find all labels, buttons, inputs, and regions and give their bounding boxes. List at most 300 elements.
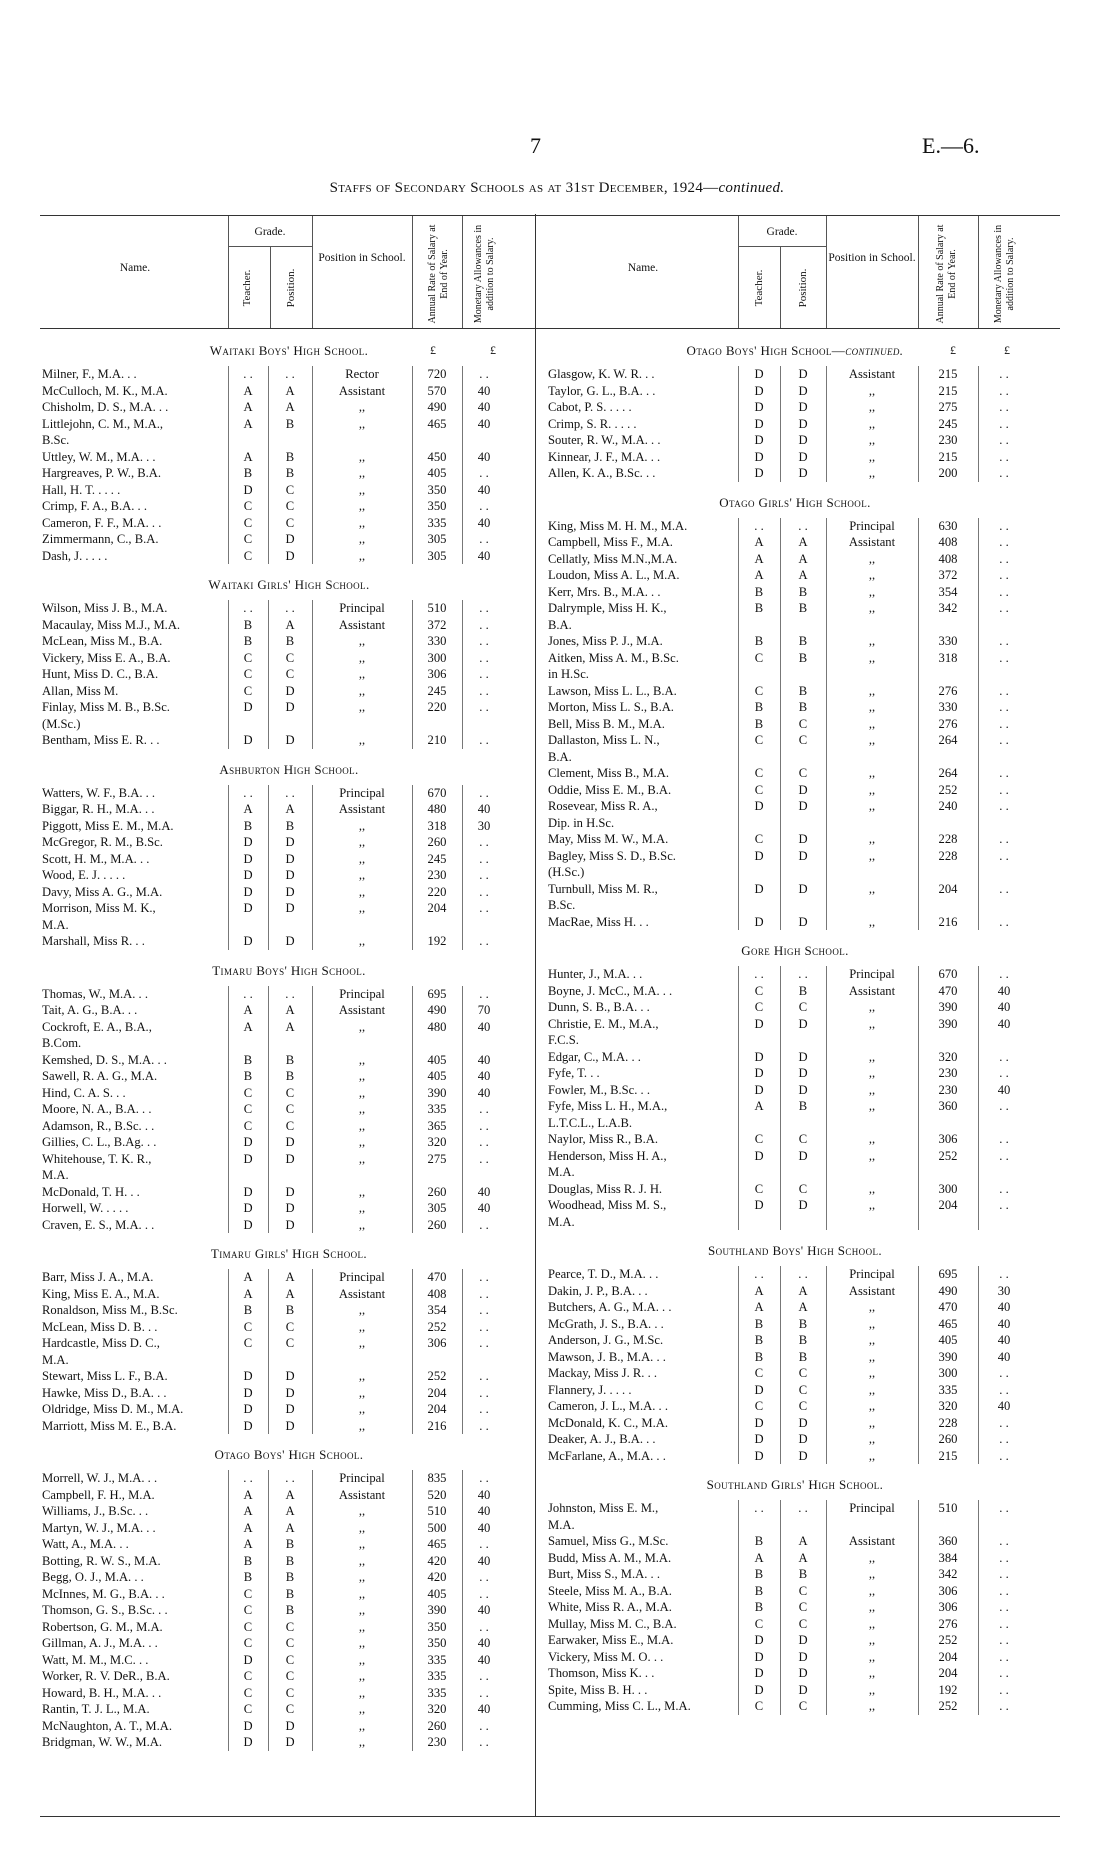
position-in-school: Principal [339,785,385,800]
allowance: . . [479,1270,489,1284]
annual-salary: 240 [938,799,958,813]
position-in-school: ,, [358,1385,366,1400]
teacher-grade: C [243,1586,253,1601]
position-in-school: ,, [358,650,366,665]
section-title [42,963,536,979]
annual-salary: 320 [938,1049,958,1064]
staff-name: Thomas, W., M.A. . . [42,986,149,1001]
staff-name: Earwaker, Miss E., M.A. [548,1633,674,1647]
annual-salary: 215 [938,367,958,381]
position-grade: A [285,400,295,414]
staff-name: Hawke, Miss D., B.A. . . [42,1385,167,1400]
column-rule [268,1269,269,1434]
table-row [548,416,1042,433]
allowance: 40 [477,1184,491,1199]
position-grade: A [285,1487,295,1502]
allowance: . . [999,1649,1009,1664]
column-rule [228,1470,229,1751]
table-row [548,1332,1042,1349]
teacher-grade: C [754,832,764,846]
position-grade: B [798,1567,808,1581]
teacher-grade: D [754,1448,764,1463]
table-row [548,1016,1042,1049]
allowance: . . [479,466,489,480]
teacher-grade: C [243,1085,253,1100]
left-column [42,330,536,1751]
allowance: . . [999,1181,1009,1196]
annual-salary: 330 [938,634,958,648]
staff-name: Davy, Miss A. G., M.A. [42,884,163,899]
annual-salary: 252 [938,1633,958,1647]
staff-name: Barr, Miss J. A., M.A. [42,1270,154,1284]
top-rule [40,215,1060,216]
allowance: . . [999,1501,1009,1515]
staff-name: Hunter, J., M.A. . . [548,967,643,981]
position-in-school: ,, [868,568,876,582]
position-grade: C [285,667,295,681]
column-rule [268,366,269,564]
position-in-school: ,, [358,1319,366,1334]
position-grade: C [285,1118,295,1133]
staff-name: Taylor, G. L., B.A. . . [548,383,656,398]
position-grade: D [798,1049,808,1064]
column-rule [268,1470,269,1751]
table-row [548,1082,1042,1099]
annual-salary: 342 [938,601,958,615]
annual-salary: 490 [427,1003,447,1017]
column-rule [918,966,919,1230]
position-grade: B [285,1603,295,1617]
staff-name: Anderson, J. G., M.Sc. [548,1333,664,1347]
allowance: . . [999,383,1009,398]
position-grade: D [285,1418,295,1433]
teacher-grade: D [243,851,253,866]
table-row [548,465,1042,482]
allowance: 70 [477,1003,491,1017]
column-rule [268,986,269,1234]
table-row [548,1197,1042,1230]
annual-salary: 300 [938,1181,958,1196]
position-grade: A [798,1283,808,1298]
annual-salary: 260 [427,1184,447,1199]
annual-salary: 320 [938,1399,958,1413]
staff-name: Allen, K. A., B.Sc. . . [548,466,656,480]
position-in-school: ,, [868,1181,876,1196]
annual-salary: 228 [938,1415,958,1430]
staff-name: Campbell, F. H., M.A. [42,1487,155,1502]
allowance: 40 [477,1504,491,1518]
position-grade: C [285,1669,295,1683]
allowance: . . [999,881,1009,896]
table-row [548,1533,1042,1550]
teacher-grade: B [754,601,764,615]
allowance: . . [999,518,1009,533]
position-in-school: Principal [849,967,895,981]
teacher-grade: D [754,1649,764,1664]
allowance: . . [479,1217,489,1232]
position-in-school: ,, [868,1649,876,1664]
annual-salary: 318 [427,818,447,833]
table-row [548,567,1042,584]
position-grade: D [285,934,295,948]
position-grade: D [798,1448,808,1463]
annual-salary: 405 [938,1333,958,1347]
position-in-school: Assistant [338,1286,386,1301]
annual-salary: 215 [938,383,958,398]
allowance: . . [479,986,489,1001]
table-row [548,1398,1042,1415]
teacher-header: Teacher. [241,269,253,307]
allowance: 30 [477,818,491,833]
position-grade: . . [798,967,808,981]
allowance: . . [999,1382,1009,1397]
staff-name: King, Miss E. A., M.A. [42,1286,160,1301]
annual-salary: 510 [938,1501,958,1515]
annual-salary: 264 [938,733,958,747]
annual-salary: 230 [938,1066,958,1080]
annual-salary: 480 [427,1019,447,1034]
staff-name: Hargreaves, P. W., B.A. [42,466,162,480]
position-in-school: ,, [358,818,366,833]
section-title-text: Timaru Girls' High School. [210,1246,368,1261]
position-grade: A [798,568,808,582]
staff-name: McNaughton, A. T., M.A. [42,1718,173,1733]
allowance: 40 [997,1016,1011,1031]
column-rule [268,785,269,950]
section-rows [42,600,536,749]
staff-name: McGregor, R. M., B.Sc. [42,835,163,849]
table-row [548,1065,1042,1082]
section-title-text: Waitaki Girls' High School. [208,577,370,592]
allowance: . . [999,650,1009,665]
table-row [548,798,1042,831]
section-rows [548,518,1042,931]
table-row [548,1448,1042,1465]
position-grade: D [798,1432,808,1446]
allowance: . . [479,617,489,632]
annual-salary: 470 [427,1270,447,1284]
column-rule [826,966,827,1230]
staff-name: Marshall, Miss R. . . [42,934,145,948]
position-grade: C [798,733,808,747]
allowance: . . [479,1619,489,1634]
allowance: . . [479,1369,489,1383]
allowance: 40 [997,1333,1011,1347]
annual-salary: 470 [938,983,958,998]
annual-salary: 372 [938,568,958,582]
position-in-school: ,, [358,1537,366,1551]
table-row [548,1316,1042,1333]
position-in-school: ,, [868,601,876,615]
allowance: . . [999,1267,1009,1281]
allowance: 40 [477,548,491,563]
position-in-school: ,, [358,1685,366,1700]
allowance: 40 [477,1201,491,1215]
annual-salary: 335 [427,1669,447,1683]
position-in-school: ,, [358,1402,366,1416]
position-grade: . . [285,986,295,1001]
allowance: . . [999,1567,1009,1581]
position-grade: D [285,683,295,698]
teacher-grade: D [243,1735,253,1749]
staff-name: Dunn, S. B., B.A. . . [548,1000,650,1014]
position-in-school: ,, [358,1636,366,1650]
annual-salary: 695 [938,1267,958,1281]
staff-name: Morton, Miss L. S., B.A. [548,700,674,714]
position-in-school: Principal [849,1501,895,1515]
allowance: 40 [477,1487,491,1502]
staff-name: Zimmermann, C., B.A. [42,532,159,546]
table-row [548,881,1042,914]
annual-salary: 360 [938,1534,958,1548]
teacher-grade: C [754,1399,764,1413]
annual-salary: 365 [427,1118,447,1133]
allowances-header: Monetary Allowances in addition to Salary. [993,224,1016,324]
staff-name: McDonald, K. C., M.A. [548,1415,668,1430]
annual-salary: 192 [427,934,447,948]
teacher-grade: B [243,1069,253,1083]
staff-name: May, Miss M. W., M.A. [548,832,669,846]
position-grade: B [285,449,295,464]
position-in-school: ,, [868,914,876,929]
staff-name: Jones, Miss P. J., M.A. [548,634,663,648]
position-in-school: ,, [868,1000,876,1014]
teacher-grade: D [754,1666,764,1680]
annual-salary: 490 [938,1283,958,1298]
position-grade: D [798,1666,808,1680]
teacher-grade: A [243,383,253,398]
column-rule [738,366,739,482]
position-grade: B [798,700,808,714]
annual-salary: 300 [938,1366,958,1380]
position-grade: D [285,532,295,546]
staff-name: Marriott, Miss M. E., B.A. [42,1418,177,1433]
staff-name: Thomson, Miss K. . . [548,1666,655,1680]
annual-salary: 372 [427,617,447,632]
allowance: . . [999,1616,1009,1631]
position-in-school: ,, [868,782,876,797]
staff-name: Thomson, G. S., B.Sc. . . [42,1603,168,1617]
grade-header: Grade. [254,226,286,238]
annual-salary: 216 [938,914,958,929]
salary-header: Annual Rate of Salary at End of Year. [427,224,450,324]
annual-salary: 192 [938,1682,958,1697]
teacher-grade: . . [243,601,253,615]
section-title-text: Otago Boys' High School. [214,1447,364,1462]
position-in-school: ,, [868,716,876,731]
position-in-school: ,, [358,1619,366,1634]
column-rule [826,1266,827,1464]
teacher-grade: D [754,449,764,464]
position-grade: B [798,1099,808,1113]
teacher-grade: C [243,1118,253,1133]
table-row [548,1550,1042,1567]
allowance: . . [999,601,1009,615]
teacher-grade: B [754,1567,764,1581]
position-in-school: ,, [358,1151,366,1166]
allowance: 40 [997,1082,1011,1097]
allowance: . . [479,601,489,615]
allowance: . . [999,1534,1009,1548]
section-title [42,1447,536,1463]
position-in-school: Rector [345,367,379,381]
allowance: . . [479,367,489,381]
column-rule [738,1500,739,1715]
position-grade: D [798,1682,808,1697]
teacher-grade: . . [754,1501,764,1515]
allowance: . . [479,499,489,513]
position-grade: B [798,1349,808,1364]
position-grade: C [285,1702,295,1716]
position-grade: C [798,1699,808,1713]
annual-salary: 204 [427,901,447,915]
allowance: . . [999,1583,1009,1598]
staff-name: Worker, R. V. DeR., B.A. [42,1669,170,1683]
position-in-school: ,, [358,1735,366,1749]
allowance: . . [999,535,1009,549]
column-rule [462,785,463,950]
position-in-school: ,, [358,1201,366,1215]
staff-name: Watt, M. M., M.C. . . [42,1652,149,1667]
position-in-school: ,, [868,1448,876,1463]
teacher-grade: C [243,1336,253,1350]
annual-salary: 252 [938,782,958,797]
teacher-grade: D [754,383,764,398]
column-rule [780,366,781,482]
position-in-school: Principal [849,518,895,533]
teacher-grade: C [243,499,253,513]
teacher-grade: D [243,1402,253,1416]
position-grade: B [285,416,295,431]
position-in-school: ,, [868,584,876,599]
staff-name: Oldridge, Miss D. M., M.A. [42,1402,184,1416]
position-in-school: ,, [868,1616,876,1631]
teacher-grade: D [754,1682,764,1697]
teacher-grade: A [243,802,253,816]
table-row [548,383,1042,400]
position-in-school: ,, [868,551,876,566]
staff-name: Littlejohn, C. M., M.A., B.Sc. [42,416,164,447]
teacher-grade: C [754,1366,764,1380]
allowance: . . [479,1418,489,1433]
annual-salary: 384 [938,1550,958,1565]
position-grade: B [285,1303,295,1317]
allowance: . . [999,634,1009,648]
allowance: 40 [997,1399,1011,1413]
position-in-school: ,, [358,416,366,431]
annual-salary: 450 [427,449,447,464]
teacher-grade: D [243,1652,253,1667]
annual-salary: 228 [938,832,958,846]
allowance: . . [479,835,489,849]
allowance: . . [479,1286,489,1301]
teacher-grade: C [243,667,253,681]
allowance: 40 [997,1316,1011,1331]
position-grade: C [285,1319,295,1334]
position-grade: C [285,650,295,665]
position-in-school: Assistant [338,383,386,398]
staff-name: Bentham, Miss E. R. . . [42,733,160,747]
annual-salary: 230 [938,1082,958,1097]
page-reference: E.—6. [922,133,980,158]
staff-name: Piggott, Miss E. M., M.A. [42,818,174,833]
position-in-school: ,, [868,1382,876,1397]
position-grade: A [285,1504,295,1518]
allowance: . . [999,416,1009,431]
position-grade: A [285,1019,295,1034]
allowance: . . [999,1198,1009,1212]
teacher-grade: . . [243,367,253,381]
table-row [548,1098,1042,1131]
teacher-grade: D [754,1415,764,1430]
staff-name: Uttley, W. M., M.A. . . [42,449,156,464]
allowance: 40 [477,449,491,464]
column-rule [312,600,313,749]
position-grade: A [285,1003,295,1017]
annual-salary: 260 [938,1432,958,1446]
position-in-school: ,, [358,482,366,497]
annual-salary: 230 [938,433,958,447]
right-column [548,330,1042,1715]
teacher-grade: D [243,700,253,714]
column-rule [738,518,739,931]
column-rule [412,1470,413,1751]
position-grade: B [798,634,808,648]
annual-salary: 335 [427,1652,447,1667]
section-title [42,577,536,593]
table-row [548,650,1042,683]
staff-name: Hardcastle, Miss D. C., M.A. [42,1336,160,1367]
table-row [548,831,1042,848]
position-in-school: Principal [339,601,385,615]
annual-salary: 306 [938,1600,958,1614]
teacher-grade: A [243,1270,253,1284]
position-grade: D [798,416,808,431]
staff-name: Oddie, Miss E. M., B.A. [548,782,672,797]
position-grade: C [285,1085,295,1100]
annual-salary: 245 [427,851,447,866]
column-rule [412,785,413,950]
position-in-school: ,, [358,532,366,546]
teacher-grade: C [243,1636,253,1650]
page-title [0,180,1114,197]
teacher-grade: C [243,1603,253,1617]
table-row [548,1431,1042,1448]
staff-name: Finlay, Miss M. B., B.Sc. (M.Sc.) [42,700,170,731]
table-row [548,999,1042,1016]
annual-salary: 230 [427,1735,447,1749]
staff-name: Rosevear, Miss R. A., Dip. in H.Sc. [548,799,658,830]
position-grade: . . [285,785,295,800]
allowance: 40 [477,400,491,414]
table-row [548,1665,1042,1682]
position-grade: D [798,1148,808,1163]
position-in-school: ,, [358,851,366,866]
column-rule [780,966,781,1230]
annual-salary: 276 [938,716,958,731]
table-row [548,584,1042,601]
staff-name: Loudon, Miss A. L., M.A. [548,568,680,582]
annual-salary: 390 [938,1016,958,1031]
annual-salary: 204 [938,1649,958,1664]
allowance: . . [999,1699,1009,1713]
position-in-school: ,, [358,1418,366,1433]
allowance: 40 [477,1019,491,1034]
annual-salary: 510 [427,601,447,615]
table-row [548,848,1042,881]
staff-name: Cellatly, Miss M.N.,M.A. [548,551,678,566]
page-number: 7 [530,133,541,158]
